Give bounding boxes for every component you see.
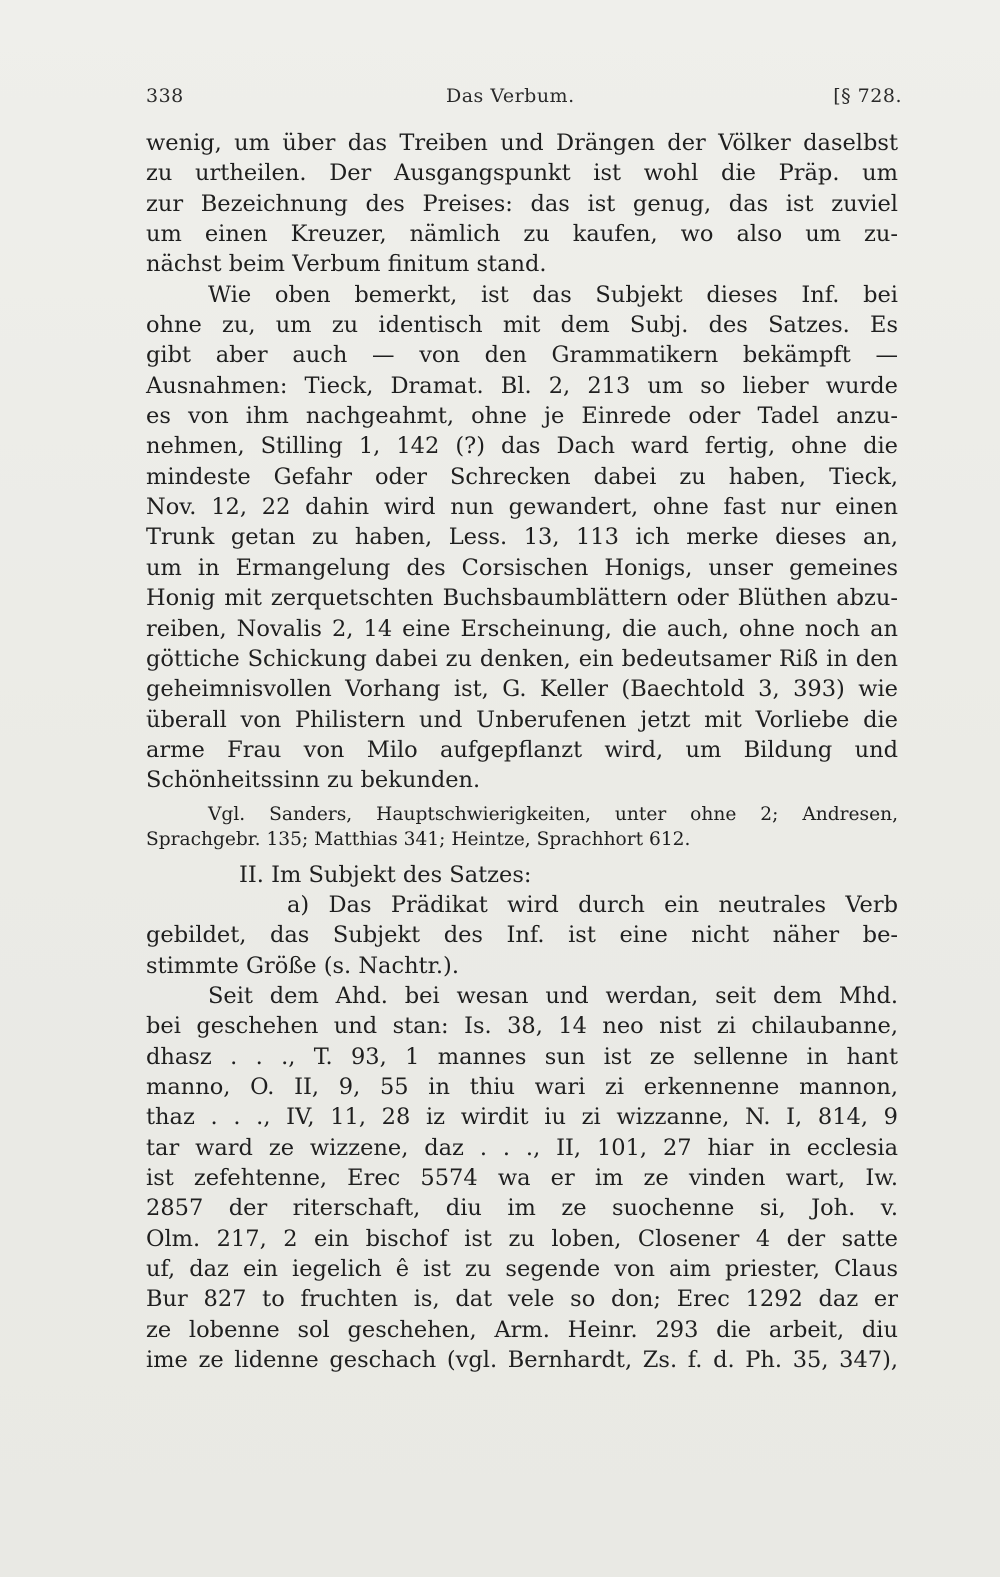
text-line: um einen Kreuzer, nämlich zu kaufen, wo also um zu-: [146, 221, 898, 248]
text-line: uf, daz ein iegelich ê ist zu segende von aim priester, Claus: [146, 1256, 898, 1283]
text-line: ze lobenne sol geschehen, Arm. Heinr. 293 die arbeit, diu: [146, 1316, 898, 1343]
text-line: überall von Philistern und Unberufenen jetzt mit Vorliebe die: [146, 706, 898, 733]
text-line: Seit dem Ahd. bei wesan und werdan, seit dem Mhd.: [208, 982, 898, 1009]
footnote-line: Vgl. Sanders, Hauptschwierigkeiten, unter ohne 2; Andresen,: [208, 803, 898, 825]
text-line: Nov. 12, 22 dahin wird nun gewandert, ohne fast nur einen: [146, 494, 898, 521]
text-line: arme Frau von Milo aufgepflanzt wird, um Bildung und: [146, 736, 898, 763]
text-line: a) Das Prädikat wird durch ein neutrales Verb: [287, 891, 898, 918]
text-line: nehmen, Stilling 1, 142 (?) das Dach ward fertig, ohne die: [146, 433, 898, 460]
text-line: nächst beim Verbum finitum stand.: [146, 251, 547, 278]
text-line: Ausnahmen: Tieck, Dramat. Bl. 2, 213 um so lieber wurde: [146, 372, 898, 399]
running-title: Das Verbum.: [446, 85, 575, 107]
text-line: 2857 der riterschaft, diu im ze suochenne si, Joh. v.: [146, 1195, 898, 1222]
text-line: ime ze lidenne geschach (vgl. Bernhardt, Zs. f. d. Ph. 35, 347),: [146, 1347, 898, 1374]
section-heading: II. Im Subjekt des Satzes:: [239, 861, 532, 888]
text-line: Bur 827 to fruchten is, dat vele so don; Erec 1292 daz er: [146, 1286, 898, 1313]
text-line: mindeste Gefahr oder Schrecken dabei zu haben, Tieck,: [146, 463, 898, 490]
text-line: zur Bezeichnung des Preises: das ist genug, das ist zuviel: [146, 190, 898, 217]
text-line: Trunk getan zu haben, Less. 13, 113 ich merke dieses an,: [146, 524, 898, 551]
text-line: es von ihm nachgeahmt, ohne je Einrede oder Tadel anzu-: [146, 403, 898, 430]
running-header: [146, 85, 902, 119]
text-line: Schönheitssinn zu bekunden.: [146, 767, 481, 794]
text-line: gibt aber auch — von den Grammatikern bekämpft —: [146, 342, 898, 369]
text-line: zu urtheilen. Der Ausgangspunkt ist wohl die Präp. um: [146, 160, 898, 187]
body-text: [146, 128, 898, 1375]
text-line: ohne zu, um zu identisch mit dem Subj. des Satzes. Es: [146, 312, 898, 339]
text-line: ist zefehtenne, Erec 5574 wa er im ze vinden wart, Iw.: [146, 1165, 898, 1191]
text-line: gebildet, das Subjekt des Inf. ist eine nicht näher be-: [146, 922, 898, 949]
page-number: 338: [146, 85, 184, 107]
text-line: reiben, Novalis 2, 14 eine Erscheinung, die auch, ohne noch an: [146, 615, 898, 642]
text-line: stimmte Größe (s. Nachtr.).: [146, 952, 459, 979]
text-line: dhasz . . ., T. 93, 1 mannes sun ist ze sellenne in hant: [146, 1043, 898, 1070]
text-line: Olm. 217, 2 ein bischof ist zu loben, Closener 4 der satte: [146, 1225, 898, 1252]
section-marker: [§ 728.: [833, 85, 902, 107]
text-line: tar ward ze wizzene, daz . . ., II, 101, 27 hiar in ecclesia: [146, 1134, 898, 1161]
text-line: bei geschehen und stan: Is. 38, 14 neo nist zi chilaubanne,: [146, 1013, 898, 1040]
footnote-line: Sprachgebr. 135; Matthias 341; Heintze, Sprachhort 612.: [146, 828, 691, 850]
text-line: Wie oben bemerkt, ist das Subjekt dieses Inf. bei: [208, 281, 898, 308]
text-line: um in Ermangelung des Corsischen Honigs, unser gemeines: [146, 554, 898, 581]
text-line: thaz . . ., IV, 11, 28 iz wirdit iu zi wizzanne, N. I, 814, 9: [146, 1104, 898, 1131]
text-line: göttiche Schickung dabei zu denken, ein bedeutsamer Riß in den: [146, 645, 898, 672]
text-line: manno, O. II, 9, 55 in thiu wari zi erkennenne mannon,: [146, 1073, 898, 1100]
text-line: geheimnisvollen Vorhang ist, G. Keller (Baechtold 3, 393) wie: [146, 676, 898, 703]
text-line: Honig mit zerquetschten Buchsbaumblättern oder Blüthen abzu-: [146, 585, 898, 612]
text-line: wenig, um über das Treiben und Drängen der Völker daselbst: [146, 130, 898, 156]
